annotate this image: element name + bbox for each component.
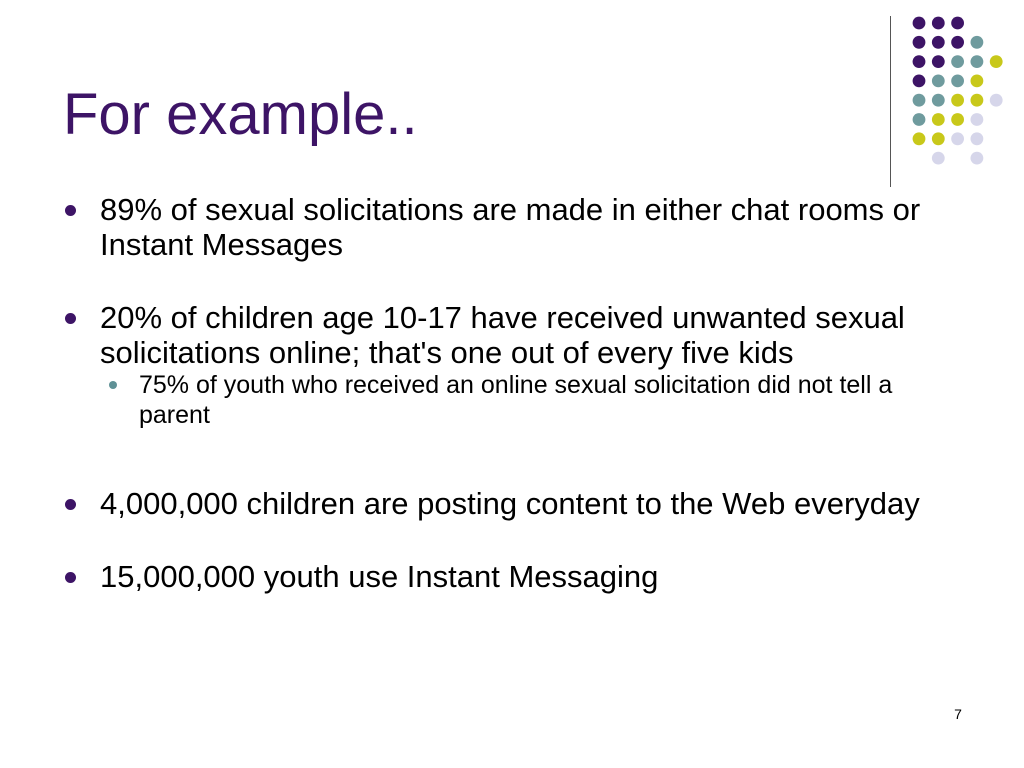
decorative-dot [932, 94, 945, 107]
decorative-dot [951, 75, 964, 88]
bullet-text: 15,000,000 youth use Instant Messaging [100, 559, 659, 594]
decorative-dot [932, 152, 945, 165]
decorative-dot [971, 55, 984, 68]
bullet-item [63, 300, 963, 370]
bullet-item [63, 559, 963, 594]
sub-bullet-text: 75% of youth who received an online sexual solicitation did not tell a parent [139, 371, 893, 429]
decorative-dot [932, 36, 945, 49]
decorative-dot [913, 94, 926, 107]
slide-title: For example.. [63, 82, 418, 147]
sub-bullet-dot-icon [109, 381, 117, 389]
decorative-dot [913, 132, 926, 145]
decorative-dot [913, 113, 926, 126]
bullet-dot-icon [65, 205, 76, 216]
bullet-list [63, 192, 963, 632]
bullet-item [63, 192, 963, 262]
decorative-dot [971, 113, 984, 126]
decorative-dot [971, 152, 984, 165]
decorative-dot [971, 36, 984, 49]
bullet-text: 89% of sexual solicitations are made in either chat rooms or Instant Messages [100, 192, 921, 262]
bullet-dot-icon [65, 499, 76, 510]
decorative-dot [932, 113, 945, 126]
decorative-dot [951, 17, 964, 30]
decorative-dot [913, 55, 926, 68]
decorative-dot [913, 36, 926, 49]
decorative-dot [951, 36, 964, 49]
decorative-dot [951, 94, 964, 107]
vertical-divider [890, 16, 891, 187]
decorative-dot [990, 94, 1003, 107]
page-number: 7 [954, 706, 962, 722]
decorative-dot [951, 132, 964, 145]
decorative-dot [951, 55, 964, 68]
decorative-dot [951, 113, 964, 126]
decorative-dot [990, 55, 1003, 68]
decorative-dot [971, 94, 984, 107]
bullet-dot-icon [65, 572, 76, 583]
decorative-dot [932, 17, 945, 30]
decorative-dot [971, 132, 984, 145]
bullet-text: 4,000,000 children are posting content to the Web everyday [100, 486, 920, 521]
bullet-item [63, 486, 963, 521]
decorative-dot [932, 55, 945, 68]
decorative-dot [913, 17, 926, 30]
sub-bullet-item [63, 370, 963, 430]
bullet-text: 20% of children age 10-17 have received unwanted sexual solicitations online; that's one out of every five kids [100, 300, 905, 370]
decorative-dot [932, 75, 945, 88]
bullet-dot-icon [65, 313, 76, 324]
decorative-dot [971, 75, 984, 88]
decorative-dot [913, 75, 926, 88]
decorative-dot [932, 132, 945, 145]
